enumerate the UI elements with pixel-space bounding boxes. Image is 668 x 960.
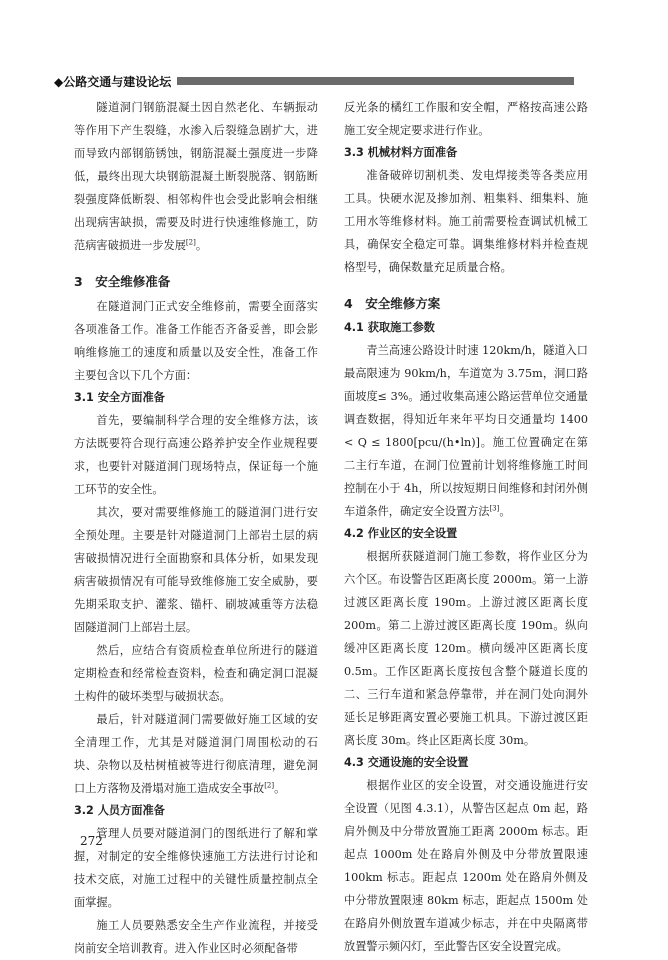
- paragraph: 其次，要对需要维修施工的隧道洞门进行安全预处理。主要是针对隧道洞门上部岩土层的病害破损情况进行全面勘察和具体分析，如果发现病害破损情况有可能导致维修施工安全威胁，要先期采取支护、灌浆、锚杆、刷坡减重等方法稳固隧道洞门上部岩土层。: [74, 506, 318, 634]
- paragraph: 在隧道洞门正式安全维修前，需要全面落实各项准备工作。准备工作能否齐备妥善，即会影响维修施工的速度和质量以及安全性，准备工作主要包含以下几个方面：: [74, 300, 318, 382]
- paragraph: 然后，应结合有资质检查单位所进行的隧道定期检查和经常检查资料，检查和确定洞口混凝土构件的破坏类型与破损状态。: [74, 644, 318, 703]
- page-number: 272: [80, 834, 103, 848]
- left-column: [74, 96, 318, 960]
- section-heading: 4 安全维修方案: [344, 296, 441, 311]
- subsection-heading: 3.1 安全方面准备: [74, 391, 165, 404]
- subsection-heading: 4.1 获取施工参数: [344, 321, 435, 334]
- journal-page: [54, 58, 589, 955]
- paragraph: 最后，针对隧道洞门需要做好施工区域的安全清理工作，尤其是对隧道洞门周围松动的石块、杂物以及枯树植被等进行彻底清理，避免洞口上方落物及滑塌对施工造成安全事故[2]。: [74, 713, 318, 795]
- header-bar: [177, 77, 574, 85]
- paragraph: 根据所获隧道洞门施工参数，将作业区分为六个区。布设警告区距离长度 2000m。第一上游过渡区距离长度 190m。上游过渡区距离长度 200m。第二上游过渡区距离长度 190m。纵向缓冲区距离长度 120m。横向缓冲区距离长度 0.5m。工作区距离长度按包含整个隧道长度的二、三行车道和紧急停靠带，并在洞门处向洞外延长足够距离安置必要施工机具。下游过渡区距离长度 30m。终止区距离长度 30m。: [344, 550, 589, 747]
- paragraph: 准备破碎切割机类、发电焊接类等各类应用工具。快硬水泥及掺加剂、粗集料、细集料、施工用水等维修材料。施工前需要检查调试机械工具，确保安全稳定可靠。调集维修材料并检查规格型号，确保数量充足质量合格。: [344, 169, 588, 274]
- subsection-heading: 3.2 人员方面准备: [74, 804, 165, 817]
- paragraph: 根据作业区的安全设置，对交通设施进行安全设置（见图 4.3.1），从警告区起点 0m 起，路肩外侧及中分带放置施工距离 2000m 标志。距起点 1000m 处在路肩外侧及中分带放置限速 100km 标志。距起点 1200m 处在路肩外侧及中分带放置限速 80km 标志，距起点 1500m 处在路肩外侧放置车道减少标志，并在中央隔离带放置警示频闪灯，至此警告区安全设置完成。: [344, 779, 588, 953]
- section-heading: 3 安全维修准备: [74, 274, 171, 289]
- subsection-heading: 4.2 作业区的安全设置: [344, 527, 458, 540]
- paragraph: 隧道洞门钢筋混凝土因自然老化、车辆振动等作用下产生裂缝，水渗入后裂缝急剧扩大，进而导致内部钢筋锈蚀，钢筋混凝土强度进一步降低，最终出现大块钢筋混凝土断裂脱落、钢筋断裂强度降低断裂、相邻构件也会受此影响会相继出现病害缺损，需要及时进行快速维修施工，防范病害破损进一步发展[2]。: [74, 101, 318, 252]
- paragraph: 施工人员要熟悉安全生产作业流程，并接受岗前安全培训教育。进入作业区时必须配备带: [74, 919, 318, 955]
- paragraph: 反光条的橘红工作服和安全帽，严格按高速公路施工安全规定要求进行作业。: [344, 101, 588, 137]
- right-column: [344, 96, 588, 958]
- subsection-heading: 4.3 交通设施的安全设置: [344, 756, 469, 769]
- journal-title: ◆公路交通与建设论坛: [54, 74, 172, 89]
- subsection-heading: 3.3 机械材料方面准备: [344, 146, 458, 159]
- paragraph: 青兰高速公路设计时速 120km/h，隧道入口最高限速为 90km/h，车道宽为 3.75m，洞口路面坡度≤ 3%。通过收集高速公路运营单位交通量调查数据，得知近年来年平均日交通量均 1400 < Q ≤ 1800[pcu/(h•ln)]。施工位置确定在第二主行车道，在洞门位置前计划将维修施工时间控制在小于 4h，所以按短期日间维修和封闭外侧车道条件，确定安全设置方法[3]。: [344, 344, 588, 518]
- paragraph: 管理人员要对隧道洞门的图纸进行了解和掌握，对制定的安全维修快速施工方法进行讨论和技术交底，对施工过程中的关键性质量控制点全面掌握。: [74, 827, 318, 909]
- running-header: [54, 71, 574, 91]
- paragraph: 首先，要编制科学合理的安全维修方法，该方法既要符合现行高速公路养护安全作业规程要求，也要针对隧道洞门现场特点，保证每一个施工环节的安全性。: [74, 414, 318, 496]
